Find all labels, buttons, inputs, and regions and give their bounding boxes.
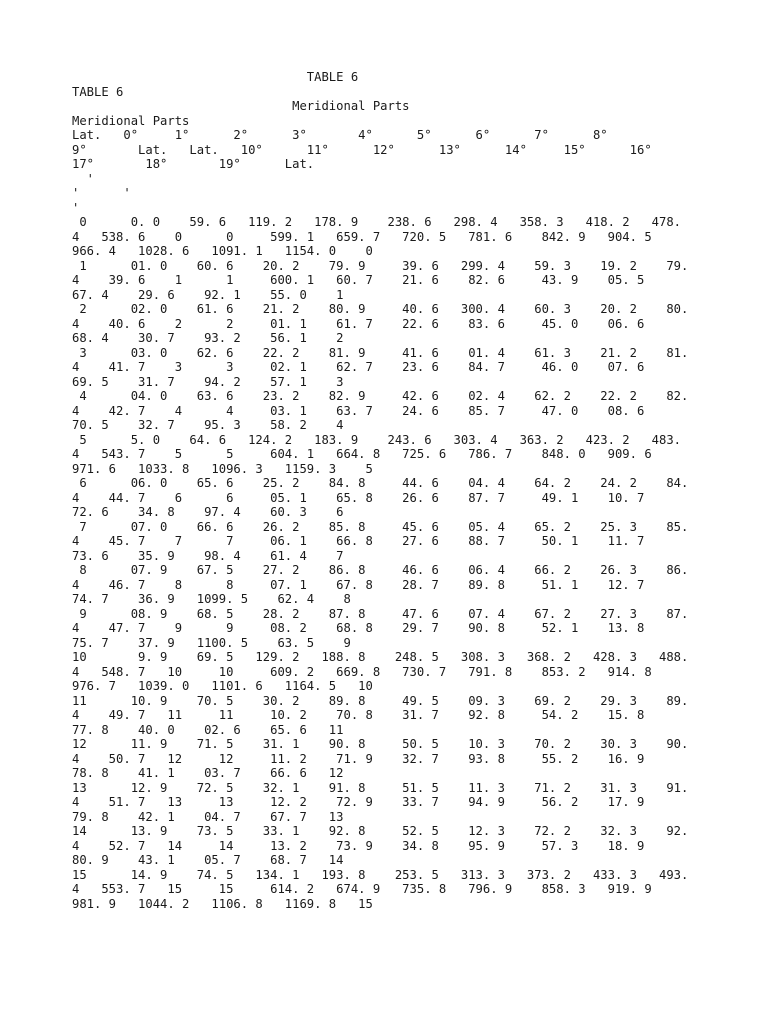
- text-line: 77. 8 40. 0 02. 6 65. 6 11: [72, 722, 344, 737]
- text-line: 72. 6 34. 8 97. 4 60. 3 6: [72, 505, 344, 519]
- text-line: ': [72, 171, 95, 186]
- text-line: 4 44. 7 6 6 05. 1 65. 8 26. 6 87. 7 49. 1 10. 7: [72, 490, 645, 505]
- text-line: 2 02. 0 61. 6 21. 2 80. 9 40. 6 300. 4 60. 3 20. 2 80.: [72, 302, 689, 316]
- text-line: 67. 4 29. 6 92. 1 55. 0 1: [72, 287, 344, 302]
- text-line: ' ': [72, 186, 131, 200]
- text-line: 4 45. 7 7 7 06. 1 66. 8 27. 6 88. 7 50. 1 11. 7: [72, 534, 645, 548]
- text-line: 10 9. 9 69. 5 129. 2 188. 8 248. 5 308. 3 368. 2 428. 3 488.: [72, 650, 689, 664]
- text-line: 4 04. 0 63. 6 23. 2 82. 9 42. 6 02. 4 62. 2 22. 2 82.: [72, 389, 689, 403]
- text-line: 9 08. 9 68. 5 28. 2 87. 8 47. 6 07. 4 67. 2 27. 3 87.: [72, 606, 689, 621]
- text-line: 4 49. 7 11 11 10. 2 70. 8 31. 7 92. 8 54. 2 15. 8: [72, 708, 645, 722]
- text-line: 80. 9 43. 1 05. 7 68. 7 14: [72, 853, 344, 867]
- text-line: 976. 7 1039. 0 1101. 6 1164. 5 10: [72, 679, 373, 693]
- text-line: 75. 7 37. 9 1100. 5 63. 5 9: [72, 635, 351, 650]
- text-line: 4 39. 6 1 1 600. 1 60. 7 21. 6 82. 6 43. 9 05. 5: [72, 273, 645, 287]
- text-line: 68. 4 30. 7 93. 2 56. 1 2: [72, 331, 344, 345]
- text-line: 0 0. 0 59. 6 119. 2 178. 9 238. 6 298. 4 358. 3 418. 2 478.: [72, 215, 682, 229]
- text-line: ': [72, 200, 80, 215]
- text-line: 3 03. 0 62. 6 22. 2 81. 9 41. 6 01. 4 61. 3 21. 2 81.: [72, 345, 689, 360]
- text-line: TABLE 6: [72, 70, 359, 84]
- document-text: [72, 70, 712, 911]
- text-line: 74. 7 36. 9 1099. 5 62. 4 8: [72, 592, 351, 606]
- text-line: Meridional Parts: [72, 99, 410, 113]
- text-line: 70. 5 32. 7 95. 3 58. 2 4: [72, 418, 344, 432]
- text-line: 7 07. 0 66. 6 26. 2 85. 8 45. 6 05. 4 65. 2 25. 3 85.: [72, 519, 689, 534]
- text-line: 4 42. 7 4 4 03. 1 63. 7 24. 6 85. 7 47. 0 08. 6: [72, 403, 645, 418]
- text-line: 15 14. 9 74. 5 134. 1 193. 8 253. 5 313. 3 373. 2 433. 3 493.: [72, 867, 689, 882]
- text-line: 69. 5 31. 7 94. 2 57. 1 3: [72, 374, 344, 389]
- text-line: Meridional Parts: [72, 113, 190, 128]
- text-line: 8 07. 9 67. 5 27. 2 86. 8 46. 6 06. 4 66. 2 26. 3 86.: [72, 563, 689, 577]
- text-line: 13 12. 9 72. 5 32. 1 91. 8 51. 5 11. 3 71. 2 31. 3 91.: [72, 780, 689, 795]
- text-line: 4 553. 7 15 15 614. 2 674. 9 735. 8 796. 9 858. 3 919. 9: [72, 882, 652, 896]
- text-line: 4 52. 7 14 14 13. 2 73. 9 34. 8 95. 9 57. 3 18. 9: [72, 838, 645, 853]
- text-line: 4 40. 6 2 2 01. 1 61. 7 22. 6 83. 6 45. 0 06. 6: [72, 316, 645, 331]
- text-line: 4 51. 7 13 13 12. 2 72. 9 33. 7 94. 9 56. 2 17. 9: [72, 795, 645, 809]
- text-line: 78. 8 41. 1 03. 7 66. 6 12: [72, 766, 344, 780]
- text-line: 1 01. 0 60. 6 20. 2 79. 9 39. 6 299. 4 59. 3 19. 2 79.: [72, 258, 689, 273]
- text-line: 17° 18° 19° Lat.: [72, 157, 315, 171]
- text-line: 4 41. 7 3 3 02. 1 62. 7 23. 6 84. 7 46. 0 07. 6: [72, 360, 645, 374]
- text-line: 4 50. 7 12 12 11. 2 71. 9 32. 7 93. 8 55. 2 16. 9: [72, 751, 645, 766]
- text-line: 971. 6 1033. 8 1096. 3 1159. 3 5: [72, 461, 373, 476]
- text-line: 5 5. 0 64. 6 124. 2 183. 9 243. 6 303. 4 363. 2 423. 2 483.: [72, 432, 682, 447]
- text-line: 4 538. 6 0 0 599. 1 659. 7 720. 5 781. 6 842. 9 904. 5: [72, 229, 652, 244]
- text-line: 73. 6 35. 9 98. 4 61. 4 7: [72, 548, 344, 563]
- text-line: 4 46. 7 8 8 07. 1 67. 8 28. 7 89. 8 51. 1 12. 7: [72, 577, 645, 592]
- text-line: 12 11. 9 71. 5 31. 1 90. 8 50. 5 10. 3 70. 2 30. 3 90.: [72, 737, 689, 751]
- text-line: 6 06. 0 65. 6 25. 2 84. 8 44. 6 04. 4 64. 2 24. 2 84.: [72, 476, 689, 490]
- text-line: 4 543. 7 5 5 604. 1 664. 8 725. 6 786. 7 848. 0 909. 6: [72, 447, 652, 461]
- text-line: 4 47. 7 9 9 08. 2 68. 8 29. 7 90. 8 52. 1 13. 8: [72, 621, 645, 635]
- text-line: 966. 4 1028. 6 1091. 1 1154. 0 0: [72, 244, 373, 258]
- text-line: 14 13. 9 73. 5 33. 1 92. 8 52. 5 12. 3 72. 2 32. 3 92.: [72, 824, 689, 838]
- text-line: Lat. 0° 1° 2° 3° 4° 5° 6° 7° 8°: [72, 128, 608, 142]
- text-line: 79. 8 42. 1 04. 7 67. 7 13: [72, 809, 344, 824]
- text-line: 9° Lat. Lat. 10° 11° 12° 13° 14° 15° 16°: [72, 142, 652, 157]
- text-line: 981. 9 1044. 2 1106. 8 1169. 8 15: [72, 896, 373, 911]
- text-line: 11 10. 9 70. 5 30. 2 89. 8 49. 5 09. 3 69. 2 29. 3 89.: [72, 693, 689, 708]
- text-line: 4 548. 7 10 10 609. 2 669. 8 730. 7 791. 8 853. 2 914. 8: [72, 664, 652, 679]
- text-line: TABLE 6: [72, 84, 124, 99]
